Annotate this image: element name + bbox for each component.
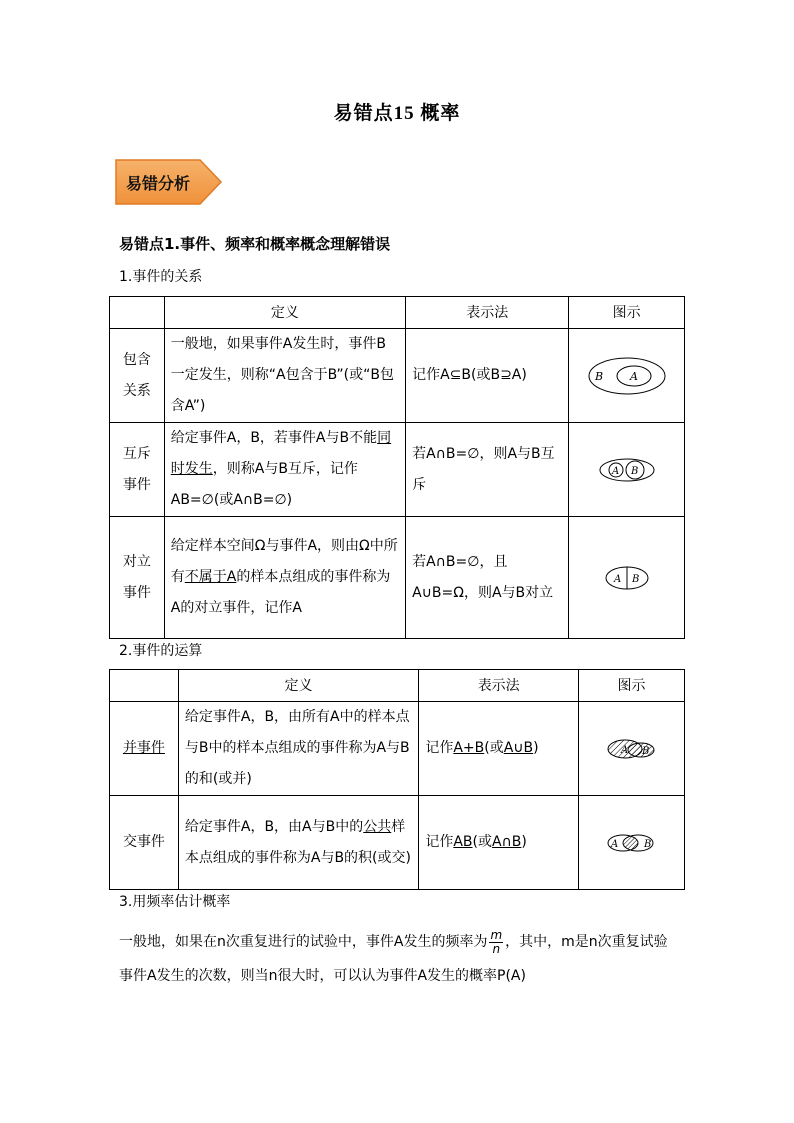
diagram-cell	[569, 423, 685, 517]
definition-text: 样本点组成的事件称为A与B的积(或交)	[184, 818, 411, 866]
venn-label-a: A	[610, 838, 618, 850]
header-notation: 表示法	[419, 670, 579, 702]
table-row	[110, 423, 685, 517]
header-diagram: 图示	[579, 670, 685, 702]
header-empty	[110, 297, 165, 329]
definition-cell	[164, 423, 405, 517]
notation-text: (或	[484, 740, 504, 756]
table-header-row	[110, 670, 685, 702]
row-label-complement	[110, 517, 165, 639]
complement-venn-diagram	[602, 563, 652, 593]
diagram-cell	[579, 796, 685, 890]
header-definition: 定义	[164, 297, 405, 329]
row-label-intersection	[110, 796, 179, 890]
frequency-paragraph	[119, 925, 679, 993]
diagram-cell	[579, 702, 685, 796]
fraction-denominator: n	[492, 941, 501, 956]
fraction-numerator: m	[490, 927, 503, 942]
definition-text: 给定事件A，B，由A与B中的	[184, 818, 364, 835]
definition-cell: 一般地，如果事件A发生时，事件B一定发生，则称“A包含于B”(或“B包含A”)	[164, 329, 405, 423]
venn-label-a: A	[611, 465, 619, 477]
table-row	[110, 702, 685, 796]
definition-cell: 给定事件A，B，由所有A中的样本点与B中的样本点组成的事件称为A与B的和(或并)	[178, 702, 418, 796]
notation-underlined: AB	[453, 834, 473, 850]
definition-underlined: 公共	[363, 818, 392, 835]
notation-cell	[419, 702, 579, 796]
venn-label-b: B	[630, 465, 639, 477]
notation-text: 记作	[425, 740, 454, 756]
definition-text: 的样本点组成的事件称为A的对立事件，记作A	[170, 569, 391, 616]
notation-cell: 若A∩B=∅，则A与B互斥	[406, 423, 569, 517]
definition-underlined: 同时发生	[170, 430, 392, 477]
venn-label-a: A	[629, 369, 638, 383]
venn-label-a: A	[613, 573, 621, 585]
banner-label: 易错分析	[126, 174, 191, 193]
row-label-line2: 事件	[122, 584, 151, 601]
event-operations-table	[109, 669, 685, 890]
definition-text: 给定事件A，B，若事件A与B不能	[170, 430, 378, 446]
row-label-line1: 互斥	[122, 445, 151, 462]
row-label-line2: 关系	[122, 382, 151, 399]
event-relations-table	[109, 296, 685, 639]
table-header-row	[110, 297, 685, 329]
venn-label-b: B	[631, 573, 640, 585]
notation-cell: 记作A⊆B(或B⊇A)	[406, 329, 569, 423]
row-label-inclusion	[110, 329, 165, 423]
table-row	[110, 796, 685, 890]
event-relations-label: 1.事件的关系	[119, 269, 203, 285]
inclusion-venn-diagram	[585, 354, 669, 398]
exclusive-venn-diagram	[597, 455, 657, 485]
notation-underlined: A∩B	[491, 834, 522, 850]
row-label-line1: 包含	[122, 351, 151, 368]
definition-cell	[178, 796, 418, 890]
row-label-line1: 对立	[122, 553, 151, 570]
definition-text: 给定样本空间Ω与事件A，则由Ω中所有	[170, 538, 398, 585]
row-label-exclusive	[110, 423, 165, 517]
diagram-cell	[569, 329, 685, 423]
venn-label-b: B	[594, 369, 603, 383]
intersection-venn-diagram	[604, 830, 660, 856]
header-definition: 定义	[178, 670, 418, 702]
notation-underlined: A∪B	[503, 740, 534, 756]
row-label-union	[110, 702, 179, 796]
section-banner	[114, 158, 222, 206]
definition-text: ，则称A与B互斥，记作AB=∅(或A∩B=∅)	[170, 461, 358, 508]
table-row	[110, 329, 685, 423]
header-notation: 表示法	[406, 297, 569, 329]
header-diagram: 图示	[569, 297, 685, 329]
notation-cell	[419, 796, 579, 890]
row-label-text: 并事件	[122, 740, 165, 756]
header-empty	[110, 670, 179, 702]
event-operations-label: 2.事件的运算	[119, 643, 203, 659]
diagram-cell	[569, 517, 685, 639]
table-row	[110, 517, 685, 639]
frequency-estimate-label: 3.用频率估计概率	[119, 894, 231, 910]
venn-label-a: A	[620, 744, 628, 756]
notation-text: )	[521, 834, 527, 850]
definition-cell	[164, 517, 405, 639]
paragraph-text: 一般地，如果在n次重复进行的试验中，事件A发生的频率为	[119, 934, 488, 950]
row-label-line2: 事件	[122, 476, 151, 493]
fraction-m-over-n	[489, 929, 503, 956]
definition-underlined: 不属于A	[184, 569, 237, 585]
row-label-text: 交事件	[122, 834, 165, 850]
section-heading: 易错点1.事件、频率和概率概念理解错误	[119, 235, 391, 253]
notation-text: (或	[472, 834, 492, 850]
notation-text: 记作	[425, 834, 454, 850]
union-venn-diagram	[605, 736, 659, 762]
notation-text: )	[533, 740, 539, 756]
venn-label-b: B	[643, 838, 651, 850]
page-title: 易错点15 概率	[333, 103, 461, 124]
notation-cell: 若A∩B=∅，且A∪B=Ω，则A与B对立	[406, 517, 569, 639]
notation-underlined: A+B	[453, 740, 485, 756]
paragraph-text: ，其中，m是n次重复试验事件A发生的次数，则当n很大时，可以认为事件A发生的概率P(A)	[119, 934, 668, 984]
venn-label-b: B	[641, 745, 649, 757]
